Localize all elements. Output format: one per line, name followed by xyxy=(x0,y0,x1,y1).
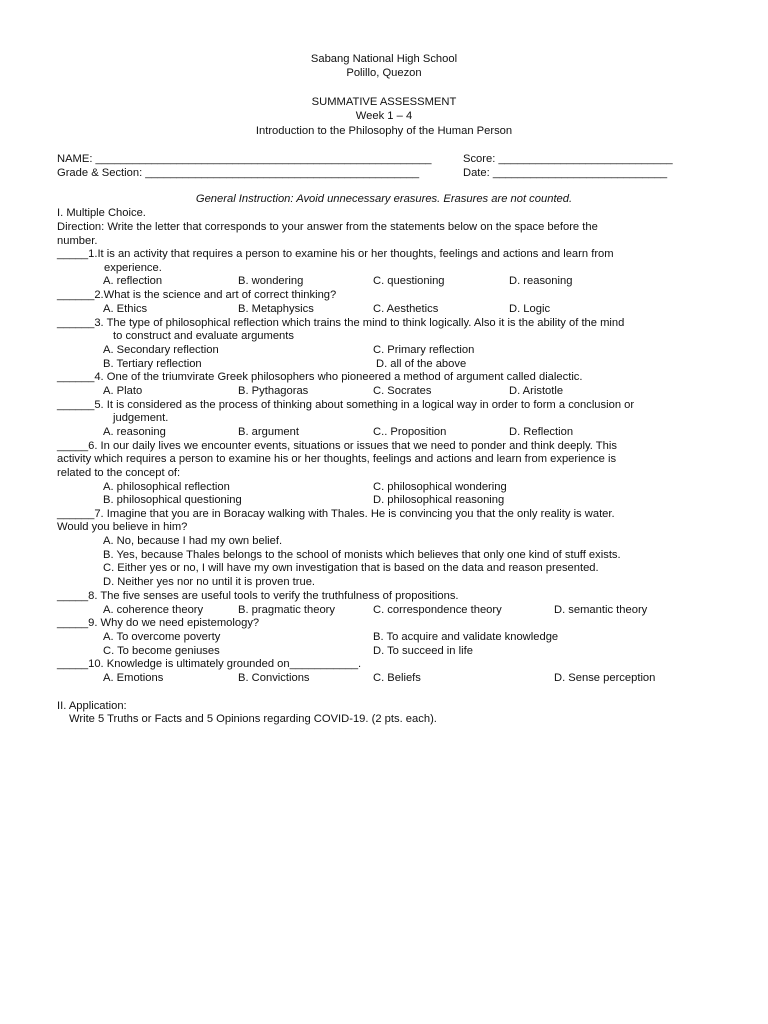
part2-heading: II. Application: xyxy=(57,700,127,712)
q2-option-b: B. Metaphysics xyxy=(238,303,314,315)
question-2: ______2.What is the science and art of correct thinking? xyxy=(57,289,337,301)
name-field: NAME: ______________________________________________________ xyxy=(57,153,432,165)
question-9: _____9. Why do we need epistemology? xyxy=(57,617,260,629)
school-location: Polillo, Quezon xyxy=(346,67,422,79)
q10-option-b: B. Convictions xyxy=(238,672,310,684)
q3-option-b: B. Tertiary reflection xyxy=(103,358,202,370)
question-8: _____8. The five senses are useful tools to verify the truthfulness of propositions. xyxy=(57,590,459,602)
q5-option-a: A. reasoning xyxy=(103,426,166,438)
question-7-cont: Would you believe in him? xyxy=(57,521,188,533)
q9-option-d: D. To succeed in life xyxy=(373,645,473,657)
score-field: Score: ____________________________ xyxy=(463,153,673,165)
q7-option-b: B. Yes, because Thales belongs to the school of monists which believes that only one kind of stuff exists. xyxy=(103,549,621,561)
q8-option-a: A. coherence theory xyxy=(103,604,204,616)
part1-direction: Direction: Write the letter that corresponds to your answer from the statements below on the space before the xyxy=(57,221,598,233)
q1-option-d: D. reasoning xyxy=(509,275,573,287)
question-6-cont: activity which requires a person to examine his or her thoughts, feelings and actions and learn from experience is xyxy=(57,453,617,465)
q5-option-d: D. Reflection xyxy=(509,426,574,438)
q6-option-a: A. philosophical reflection xyxy=(103,481,230,493)
q1-option-a: A. reflection xyxy=(103,275,163,287)
q9-option-c: C. To become geniuses xyxy=(103,645,220,657)
q8-option-c: C. correspondence theory xyxy=(373,604,502,616)
grade-section-field: Grade & Section: ____________________________________________ xyxy=(57,167,420,179)
part1-direction-cont: number. xyxy=(57,235,98,247)
question-1: _____1.It is an activity that requires a person to examine his or her thoughts, feelings and actions and learn from xyxy=(57,248,614,260)
q7-option-a: A. No, because I had my own belief. xyxy=(103,535,283,547)
q3-option-d: D. all of the above xyxy=(376,358,467,370)
q5-option-b: B. argument xyxy=(238,426,299,438)
q4-option-b: B. Pythagoras xyxy=(238,385,309,397)
q6-option-b: B. philosophical questioning xyxy=(103,494,242,506)
q7-option-c: C. Either yes or no, I will have my own investigation that is based on the data and reason presented. xyxy=(103,562,599,574)
school-name: Sabang National High School xyxy=(310,53,458,65)
question-3-cont: to construct and evaluate arguments xyxy=(113,330,294,342)
subject-title: Introduction to the Philosophy of the Human Person xyxy=(255,125,513,137)
assessment-week: Week 1 – 4 xyxy=(355,110,413,122)
question-6-cont2: related to the concept of: xyxy=(57,467,181,479)
q4-option-a: A. Plato xyxy=(103,385,143,397)
q4-option-c: C. Socrates xyxy=(373,385,432,397)
q6-option-c: C. philosophical wondering xyxy=(373,481,507,493)
q2-option-a: A. Ethics xyxy=(103,303,148,315)
question-4: ______4. One of the triumvirate Greek philosophers who pioneered a method of argument called dialectic. xyxy=(57,371,583,383)
q8-option-b: B. pragmatic theory xyxy=(238,604,336,616)
q10-option-c: C. Beliefs xyxy=(373,672,421,684)
q5-option-c: C.. Proposition xyxy=(373,426,447,438)
q4-option-d: D. Aristotle xyxy=(509,385,564,397)
question-1-cont: experience. xyxy=(104,262,162,274)
q9-option-b: B. To acquire and validate knowledge xyxy=(373,631,559,643)
part1-heading: I. Multiple Choice. xyxy=(57,207,146,219)
q1-option-c: C. questioning xyxy=(373,275,445,287)
q3-option-c: C. Primary reflection xyxy=(373,344,475,356)
question-3: ______3. The type of philosophical reflection which trains the mind to think logically. Also it is the ability of the mind xyxy=(57,317,625,329)
q10-option-d: D. Sense perception xyxy=(554,672,656,684)
question-5: ______5. It is considered as the process of thinking about something in a logical way in order to form a conclusion or xyxy=(57,399,635,411)
part2-instruction: Write 5 Truths or Facts and 5 Opinions regarding COVID-19. (2 pts. each). xyxy=(69,713,437,725)
q2-option-c: C. Aesthetics xyxy=(373,303,439,315)
q8-option-d: D. semantic theory xyxy=(554,604,648,616)
assessment-title: SUMMATIVE ASSESSMENT xyxy=(311,96,457,108)
general-instruction: General Instruction: Avoid unnecessary erasures. Erasures are not counted. xyxy=(195,193,573,205)
date-field: Date: ____________________________ xyxy=(463,167,668,179)
question-6: _____6. In our daily lives we encounter events, situations or issues that we need to ponder and think deeply. This xyxy=(57,440,617,452)
q10-option-a: A. Emotions xyxy=(103,672,164,684)
q7-option-d: D. Neither yes nor no until it is proven true. xyxy=(103,576,316,588)
question-7: ______7. Imagine that you are in Boracay walking with Thales. He is convincing you that the only reality is water. xyxy=(57,508,615,520)
question-5-cont: judgement. xyxy=(113,412,169,424)
q3-option-a: A. Secondary reflection xyxy=(103,344,219,356)
question-10: _____10. Knowledge is ultimately grounded on___________. xyxy=(57,658,362,670)
q1-option-b: B. wondering xyxy=(238,275,304,287)
q9-option-a: A. To overcome poverty xyxy=(103,631,221,643)
q2-option-d: D. Logic xyxy=(509,303,551,315)
q6-option-d: D. philosophical reasoning xyxy=(373,494,505,506)
